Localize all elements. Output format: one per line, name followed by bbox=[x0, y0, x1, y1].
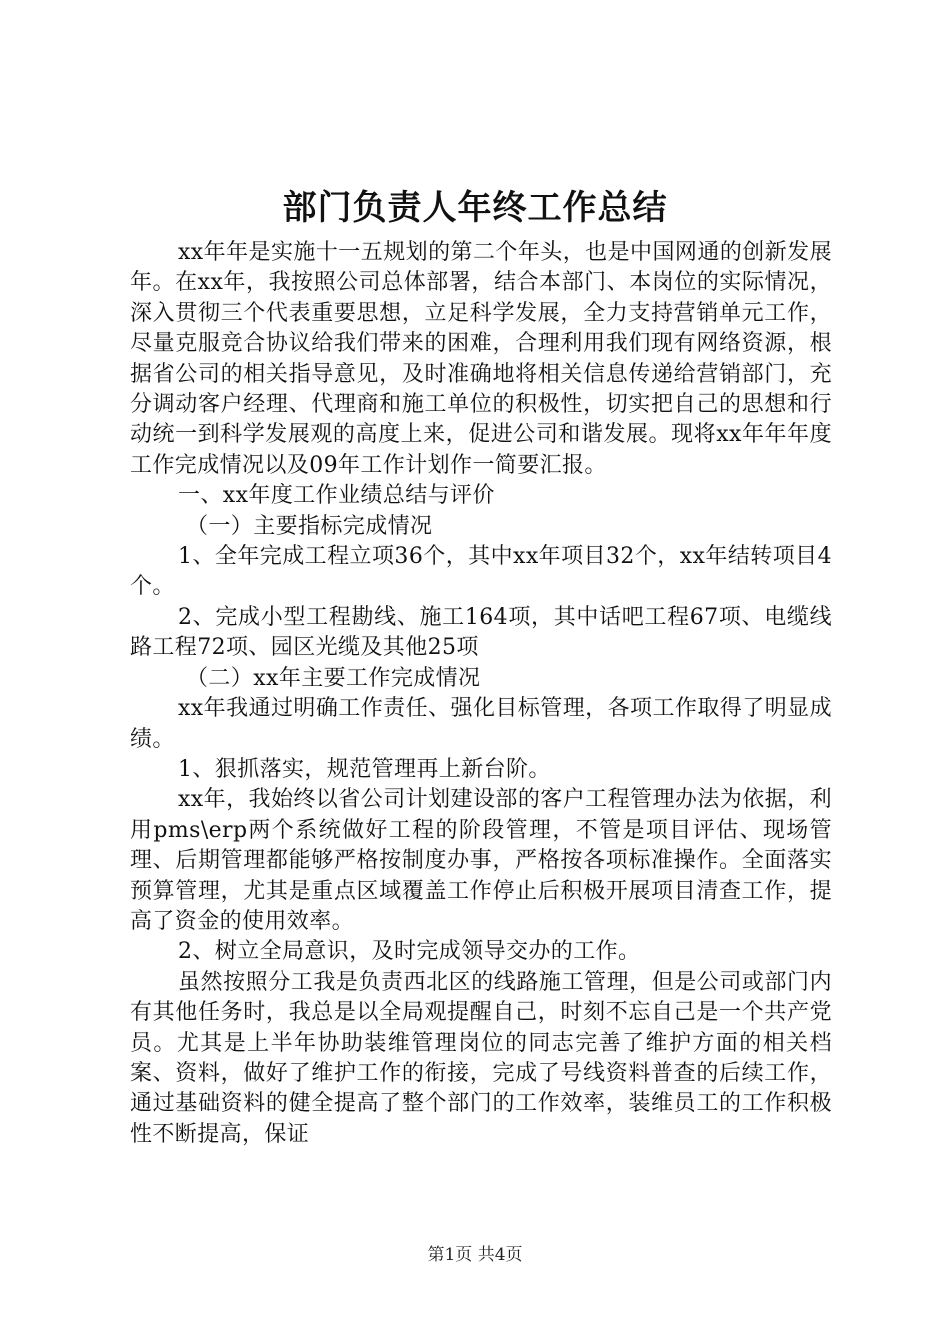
page-number: 第1页 共4页 bbox=[427, 1245, 523, 1265]
subsection-heading-1: （一）主要指标完成情况 bbox=[186, 513, 433, 539]
paragraph-point-2: 虽然按照分工我是负责西北区的线路施工管理，但是公司或部门内有其他任务时，我总是以全局观提醒自己，时刻不忘自己是一个共产党员。尤其是上半年协助装维管理岗位的同志完善了维护方面的相关档案、资料，做好了维护工作的衔接，完成了号线资料普查的后续工作，通过基础资料的健全提高了整个部门的工作效率，装维员工的工作积极性不断提高，保证 bbox=[130, 969, 832, 1147]
document-body bbox=[130, 238, 832, 1150]
section-heading-1: 一、xx年度工作业绩总结与评价 bbox=[178, 483, 495, 509]
paragraph-intro: xx年年是实施十一五规划的第二个年头，也是中国网通的创新发展年。在xx年，我按照公司总体部署，结合本部门、本岗位的实际情况，深入贯彻三个代表重要思想，立足科学发展，全力支持营销单元工作，尽量克服竞合协议给我们带来的困难，合理利用我们现有网络资源，根据省公司的相关指导意见，及时准确地将相关信息传递给营销部门，充分调动客户经理、代理商和施工单位的积极性，切实把自己的思想和行动统一到科学发展观的高度上来，促进公司和谐发展。现将xx年年年度工作完成情况以及09年工作计划作一简要汇报。 bbox=[130, 240, 832, 478]
paragraph-item-1: 1、全年完成工程立项36个，其中xx年项目32个，xx年结转项目4个。 bbox=[130, 544, 832, 600]
point-heading-1: 1、狠抓落实，规范管理再上新台阶。 bbox=[178, 756, 551, 782]
document-title: 部门负责人年终工作总结 bbox=[282, 188, 668, 228]
subsection-heading-2: （二）xx年主要工作完成情况 bbox=[186, 665, 481, 691]
point-heading-2: 2、树立全局意识，及时完成领导交办的工作。 bbox=[178, 939, 641, 965]
paragraph-point-1: xx年，我始终以省公司计划建设部的客户工程管理办法为依据，利用pms\erp两个系统做好工程的阶段管理，不管是项目评估、现场管理、后期管理都能够严格按制度办事，严格按各项标准操作。全面落实预算管理，尤其是重点区域覆盖工作停止后积极开展项目清查工作，提高了资金的使用效率。 bbox=[130, 787, 832, 934]
paragraph-summary: xx年我通过明确工作责任、强化目标管理，各项工作取得了明显成绩。 bbox=[130, 696, 832, 752]
paragraph-item-2: 2、完成小型工程勘线、施工164项，其中话吧工程67项、电缆线路工程72项、园区光缆及其他25项 bbox=[130, 604, 832, 661]
